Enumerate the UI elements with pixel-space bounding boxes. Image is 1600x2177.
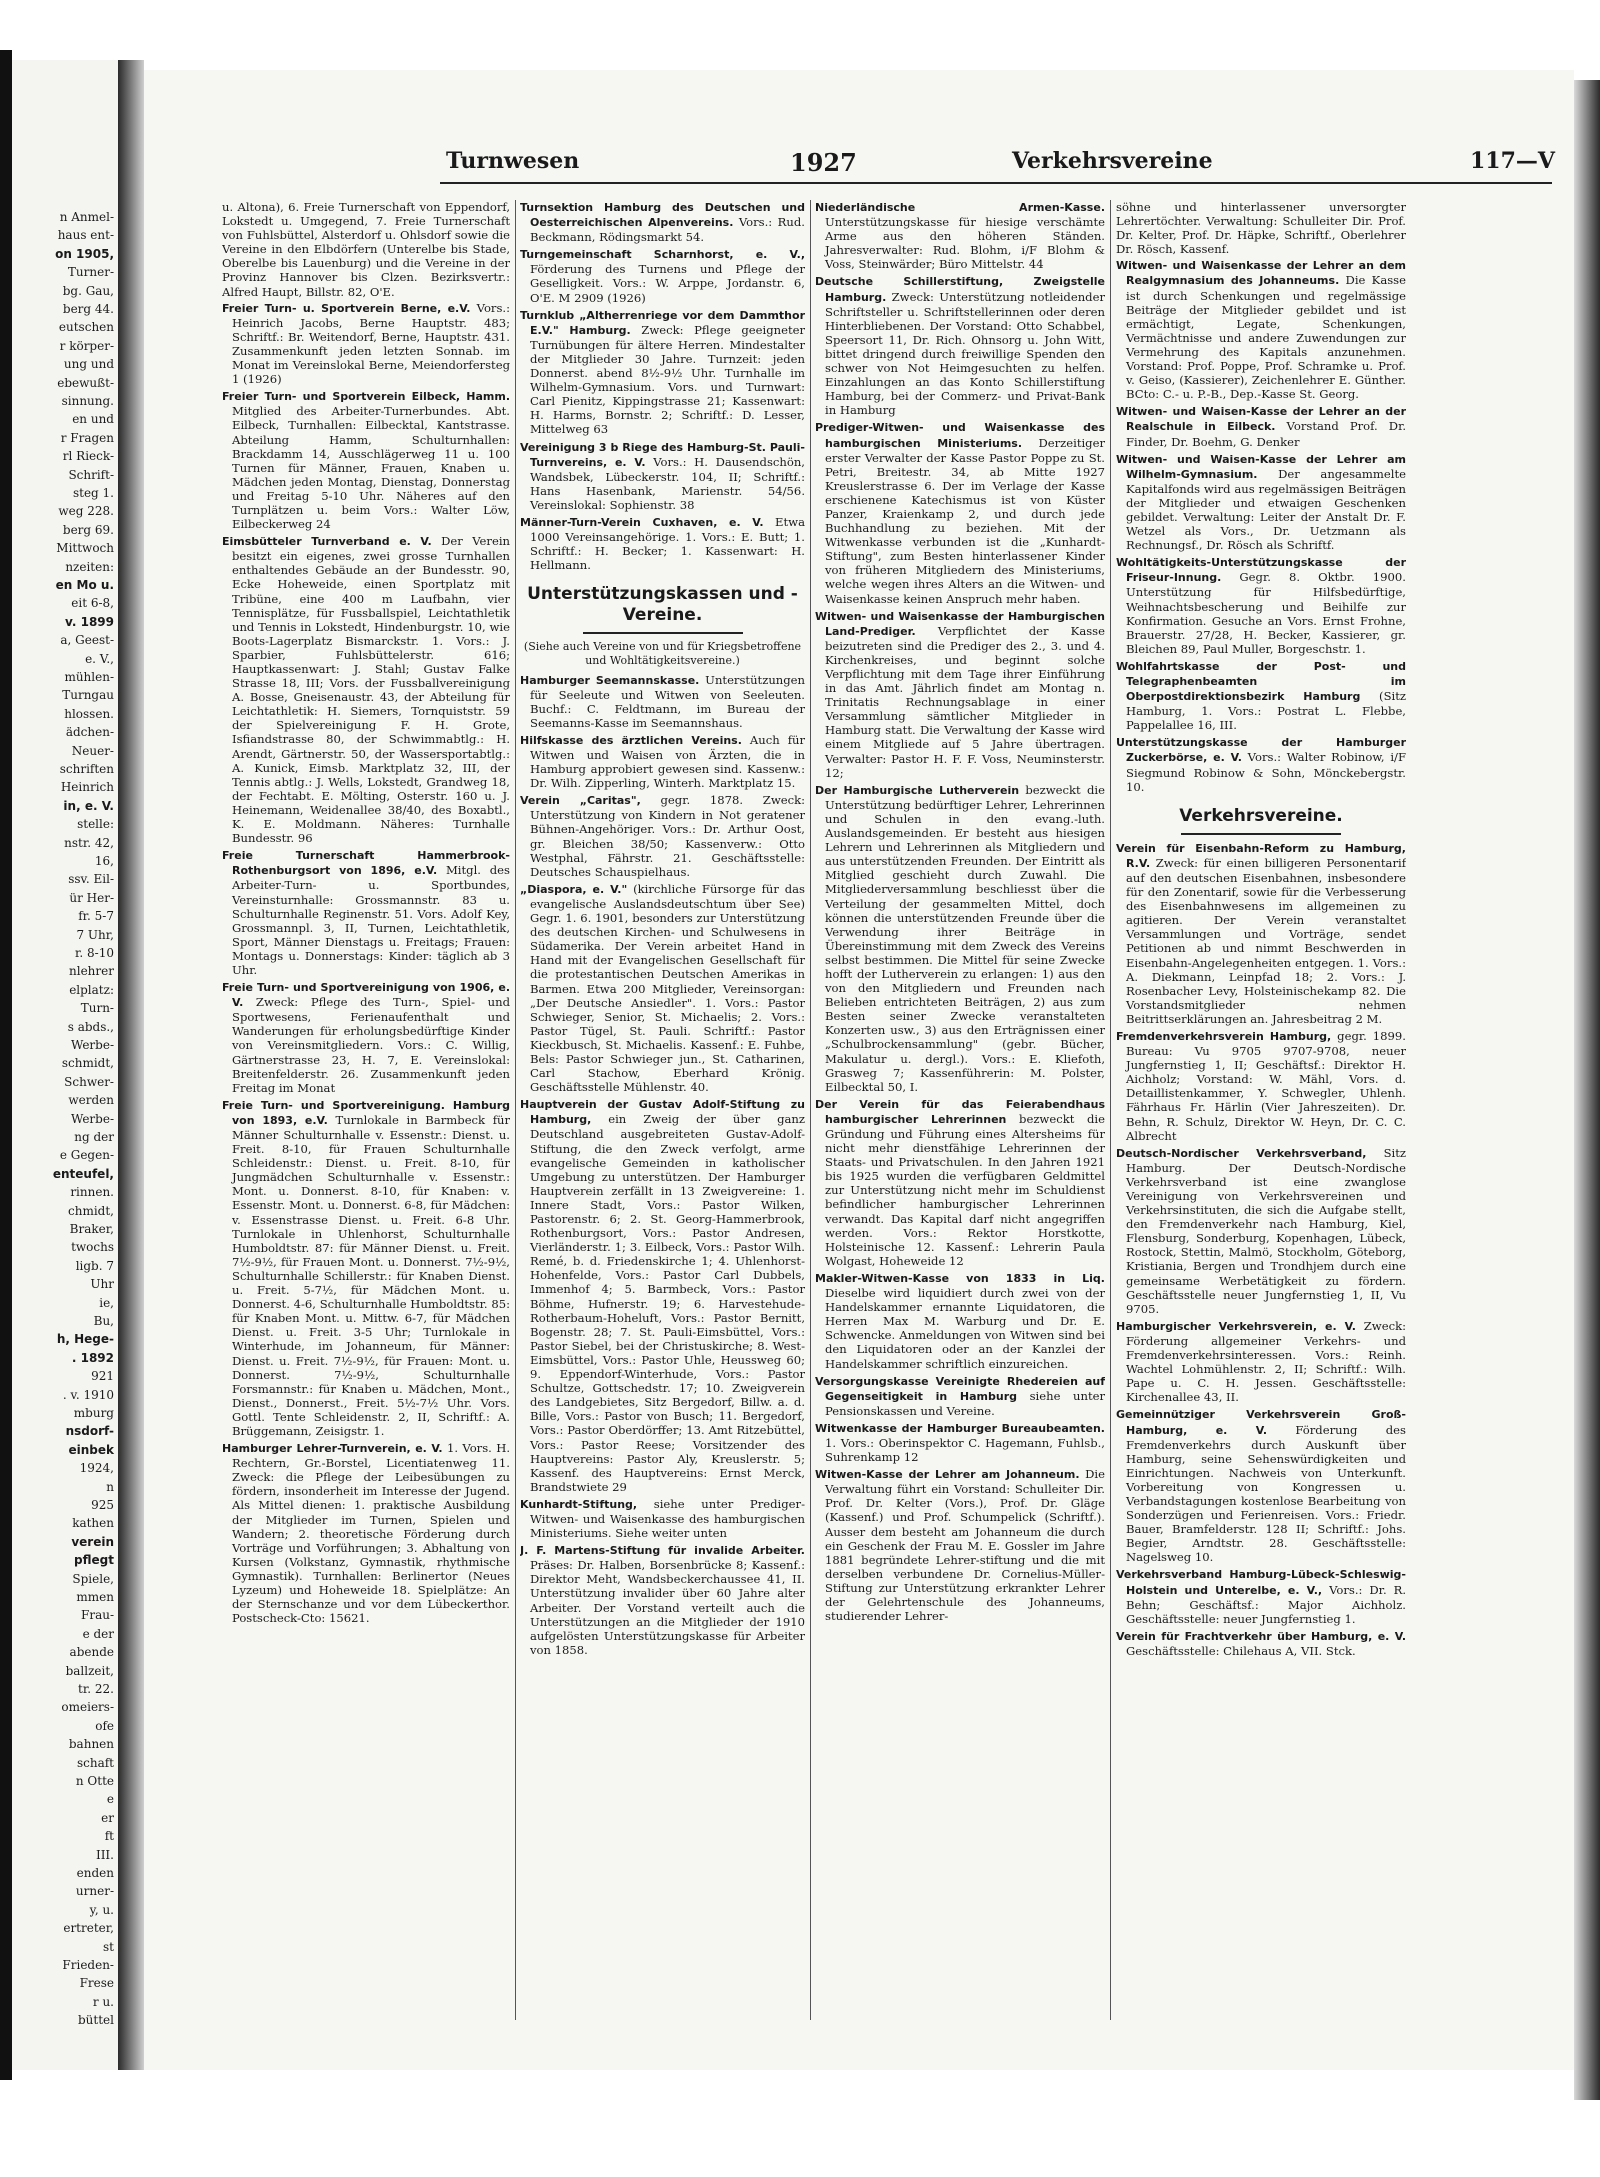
- margin-fragment: Braker,: [69, 1222, 114, 1236]
- margin-fragment: n Otte: [75, 1774, 114, 1788]
- entry-name: Turnklub „Altherrenriege vor dem Dammthor E.V." Hamburg.: [520, 308, 805, 337]
- entry-text: 1. Vors.: Oberinspektor C. Hagemann, Fuhlsb., Suhrenkamp 12: [825, 1435, 1105, 1465]
- margin-fragment: y, u.: [89, 1902, 114, 1917]
- margin-fragment: nstr. 42,: [64, 835, 114, 850]
- margin-fragment: berg 69.: [62, 522, 114, 537]
- margin-fragment: steg 1.: [72, 486, 114, 500]
- directory-entry: [222, 200, 510, 299]
- column-rule: [1110, 200, 1111, 2020]
- entry-text: Derzeitiger erster Verwalter der Kasse Pastor Poppe zu St. Petri, Breitestr. 34, ab Mitte 1927 Kreuslerstrasse 6. Der im Verlage der Kasse erschienene Katechismus ist von Küster Panzer, Kraienkamp 2, und durch jede Buchhandlung zu beziehen. Mit der Witwenkasse verbunden ist die „Kunhardt-Stiftung", zum Besten hinterlassener Kinder von früheren Mitgliedern des Ministeriums, welche wegen ihres Alters an die Witwen- und Waisenkasse keinen Anspruch mehr haben.: [825, 435, 1105, 606]
- margin-fragment: berg 44.: [62, 302, 114, 316]
- entry-text: (kirchliche Fürsorge für das evangelische Auslandsdeutschtum über See) Gegr. 1. 6. 1901, besonders zur Unterstützung des deutschen Kirchen- und Schulwesens in Südamerika. Der Verein arbeitet Hand in Hand mit der Evangelischen Gesellschaft für die protestantischen Deutschen Amerikas in Barmen. Etwa 200 Mitglieder, Vereinsorgan: „Der Deutsche Ansiedler". 1. Vors.: Pastor Schwieger, Senior, St. Michaelis; 2. Vors.: Pastor Tügel, St. Pauli. Schriftf.: Pastor Kieckbusch, St. Michaelis. Kassenf.: E. Fuhbe, Bels: Pastor Schwieger jun., St. Catharinen, Carl Stachow, Eberhard Krönig. Geschäftsstelle Mühlenstr. 40.: [530, 881, 805, 1095]
- margin-fragment: a, Geest-: [60, 633, 114, 648]
- entry-text: Vorstand Prof. Dr. Finder, Dr. Boehm, G. Denker: [1126, 419, 1406, 449]
- margin-fragment: in, e. V.: [63, 798, 114, 813]
- entry-name: Freie Turn- und Sportvereinigung. Hamburg von 1893, e.V.: [222, 1098, 510, 1127]
- margin-fragment: Bu,: [93, 1314, 114, 1328]
- margin-fragment: en und: [72, 412, 114, 427]
- entry-name: Fremdenverkehrsverein Hamburg,: [1116, 1029, 1332, 1043]
- directory-entry: [520, 247, 805, 304]
- margin-fragment: s abds.,: [67, 1019, 114, 1034]
- margin-fragment: Uhr: [90, 1277, 114, 1292]
- entry-name: Makler-Witwen-Kasse von 1833 in Liq.: [815, 1271, 1105, 1285]
- margin-fragment: schmidt,: [61, 1056, 114, 1071]
- entry-text: Turnlokale in Barmbeck für Männer Schulturnhalle v. Essenstr.: Dienst. u. Freit. 8-10, für Frauen Schulturnhalle Schleidenstr.: Dienst. u. Freit. 8-10, für Jungmädchen Schulturnhalle v. Essenstr.: Mont. u. Donnerst. 8-10, für Knaben: v. Essenstr. Mont. u. Donnerst. 6-8, für Mädchen: v. Essenstrasse Dienst. u. Freit. 6-8 Uhr. Turnlokale in Uhlenhorst, Schulturnhalle Humboldtstr. 87: für Männer Dienst. u. Freit. 7½-9½, für Frauen Mont. u. Donnerst. 7½-9½, Schulturnhalle Schillerstr.: für Knaben Dienst. u. Freit. 5-7½, für Mädchen Mont. u. Donnerst. 4-6, Schulturnhalle Humboldtstr. 85: für Knaben Mont. u. Mittw. 6-7, für Mädchen Dienst. u. Freit. 3-5 Uhr; Turnlokale in Winterhude, im Johanneum, für Männer: Dienst. u. Freit. 7½-9½, für Frauen: Mont. u. Donnerst. 7½-9½, Schulturnhalle Forsmannstr.: für Knaben u. Mädchen, Mont., Dienst., Donnerst., Freit. 5½-7½ Uhr. Vors. Gottl. Tente Schleidenstr. 2, II, Schriftf.: A. Brüggemann, Zeisigstr. 1.: [232, 1112, 510, 1438]
- column-3: [815, 200, 1105, 1980]
- margin-fragment: Neuer-: [71, 743, 114, 758]
- margin-fragment: eutschen: [58, 320, 114, 335]
- margin-fragment: Werbe-: [70, 1038, 114, 1052]
- entry-name: Deutsch-Nordischer Verkehrsverband,: [1116, 1146, 1367, 1160]
- entry-name: Verkehrsverband Hamburg-Lübeck-Schleswig-Holstein und Unterelbe, e. V.,: [1116, 1568, 1406, 1597]
- book-gutter: [118, 60, 144, 2070]
- entry-name: Freier Turn- u. Sportverein Berne, e.V.: [222, 301, 471, 315]
- entry-text: Vors.: Dr. R. Behn; Geschäftsf.: Major Aichholz. Geschäftsstelle: neuer Jungfernstieg 1.: [1126, 1582, 1406, 1626]
- entry-name: Gemeinnütziger Verkehrsverein Groß-Hamburg, e. V.: [1116, 1408, 1406, 1437]
- margin-fragment: kathen: [72, 1516, 114, 1531]
- entry-name: Turnsektion Hamburg des Deutschen und Oesterreichischen Alpenvereins.: [520, 201, 805, 230]
- directory-entry: [222, 980, 510, 1095]
- margin-fragment: sinnung.: [61, 394, 114, 408]
- directory-entry: [1116, 735, 1406, 793]
- directory-entry: [520, 673, 805, 730]
- margin-fragment: n: [106, 1479, 114, 1494]
- running-head-left: Turnwesen: [446, 148, 580, 174]
- margin-fragment: büttel: [78, 2013, 114, 2028]
- directory-entry: [815, 1374, 1105, 1418]
- scan-border-right: [1574, 80, 1600, 2100]
- margin-fragment: III.: [95, 1847, 114, 1862]
- entry-text: Förderung des Turnens und Pflege der Geselligkeit. Vors.: W. Arppe, Jordanstr. 6, O'E. M 2909 (1926): [530, 262, 805, 305]
- directory-entry: [1116, 841, 1406, 1026]
- margin-fragment: fr. 5-7: [78, 909, 114, 924]
- entry-text: Förderung des Fremdenverkehrs durch Auskunft über Hamburg, seine Sehenswürdigkeiten und Einrichtungen. Nachweis von Unterkunft. Vorbereitung von Kongressen u. Verbandstagungen kostenlose Bearbeitung von Sonderzügen und Ferienreisen. Vors.: Friedr. Bauer, Bramfelderstr. 128 II; Schriftf.: Johs. Begier, Arndtstr. 28. Geschäftsstelle: Nagelsweg 10.: [1126, 1422, 1406, 1565]
- entry-name: Prediger-Witwen- und Waisenkasse des hamburgischen Ministeriums.: [815, 421, 1105, 450]
- margin-fragment: Turngau: [62, 688, 114, 703]
- directory-entry: [1116, 555, 1406, 656]
- margin-fragment: weg 228.: [58, 504, 114, 519]
- entry-name: Hamburgischer Verkehrsverein, e. V.: [1116, 1319, 1356, 1333]
- entry-name: Hilfskasse des ärztlichen Vereins.: [520, 733, 742, 747]
- directory-entry: [1116, 404, 1406, 448]
- directory-entry: [815, 1421, 1105, 1464]
- margin-fragment: ballzeit,: [65, 1663, 114, 1678]
- margin-fragment: er: [101, 1810, 114, 1825]
- margin-fragment: . 1892: [71, 1350, 114, 1365]
- margin-fragment: nzeiten:: [65, 559, 114, 574]
- directory-entry: [222, 534, 510, 845]
- margin-fragment: ebewußt-: [57, 375, 114, 390]
- entry-name: Der Hamburgische Lutherverein: [815, 783, 1020, 797]
- margin-fragment: Spiele,: [72, 1571, 114, 1586]
- directory-entry: [1116, 258, 1406, 401]
- margin-fragment: Turn-: [80, 1001, 114, 1016]
- margin-fragment: werden: [68, 1093, 114, 1108]
- margin-fragment: Frese: [79, 1976, 114, 1991]
- directory-entry: [520, 793, 805, 879]
- margin-fragment: omeiers-: [61, 1700, 114, 1715]
- directory-entry: [815, 1097, 1105, 1268]
- directory-entry: [815, 200, 1105, 271]
- column-4: [1116, 200, 1406, 1980]
- margin-fragment: r körper-: [59, 338, 114, 353]
- column-2: [520, 200, 805, 1980]
- entry-name: Hamburger Seemannskasse.: [520, 673, 700, 687]
- entry-text: Der Verein besitzt ein eigenes, zwei grosse Turnhallen enthaltendes Gebäude an der Bundesstr. 90, Ecke Hoheweide, einen Sportplatz mit Tribüne, eine 400 m Laufbahn, vier Tennisplätze, für Fussballspiel, Leichtathletik und Tennis in Lokstedt, Hindenburgstr. 10, wie Boots-Lagerplatz Bismarckstr. 1. Vors.: J. Sparbier, Fuhlsbüttelerstr. 616; Hauptkassenwart: J. Stahl; Gustav Falke Strasse 18, III; Vors. der Fussballvereinigung A. Bosse, Gneisenaustr. 43, der Abteilung für Leichtathletik: H. Siemers, Tornquiststr. 59 der Spielvereinigung F. H. Grote, Isfiandstrasse 80, der Schwimmabtlg.: H. Arendt, Gärtnerstr. 50, der Wassersportabtlg.: A. Kunick, Eimsb. Marktplatz 32, III, der Tennis abtlg.: J. Wells, Lokstedt, Grandweg 18, der Fechtabt. E. Mölting, Osterstr. 160 u. J. Heinemann, Weidenallee 38/40, des Boxabtl., K. E. Moldmann. Näheres: Turnhalle Bundesstr. 96: [232, 534, 510, 846]
- entry-text: Mitglied des Arbeiter-Turnerbundes. Abt. Eilbeck, Turnhallen: Eilbecktal, Kantstrasse. Abteilung Hamm, Schulturnhallen: Brackdamm 14, Ausschlägerweg 11 u. 100 Turnen für Männer, Frauen, Knaben u. Mädchen jeden Montag, Dienstag, Donnerstag und Freitag 5-10 Uhr. Näheres auf den Turnplätzen u. beim Vors.: Walter Löw, Eilbeckerweg 24: [232, 404, 510, 532]
- entry-text: Vors.: H. Dausendschön, Wandsbek, Lübeckerstr. 104, II; Schriftf.: Hans Hasenbank, Marienstr. 54/56. Vereinslokal: Sophienstr. 38: [530, 454, 805, 512]
- entry-text: Auch für Witwen und Waisen von Ärzten, die in Hamburg approbiert gewesen sind. Kassenw.: Dr. Wilh. Zipperling, Winterh. Marktplatz 15.: [530, 732, 805, 791]
- margin-fragment: 925: [91, 1498, 114, 1512]
- entry-name: Hamburger Lehrer-Turnverein, e. V.: [222, 1442, 443, 1456]
- margin-fragment: hlossen.: [64, 706, 114, 721]
- margin-fragment: nlehrer: [69, 964, 114, 979]
- margin-fragment: mmen: [76, 1590, 114, 1604]
- margin-fragment: e: [106, 1792, 114, 1807]
- margin-fragment: e Gegen-: [59, 1148, 114, 1163]
- margin-fragment: Frau-: [81, 1608, 114, 1623]
- entry-text: bezweckt die Unterstützung bedürftiger Lehrer, Lehrerinnen und Schulen in den evang.-luth. Auslandsgemeinden. Er besteht aus hiesigen Lehrern und Lehrerinnen als Mitgliedern und aus unterstützenden Freunden. Der Eintritt als Mitglied geschieht durch Zuwahl. Die Mitgliederversammlung beschliesst über die Verteilung der gesammelten Mittel, doch können die unterstützenden Freunde über die Verwendung ihrer Beiträge in Übereinstimmung mit dem Zweck des Vereins selbst bestimmen. Die Mittel für seine Zwecke hofft der Lutherverein zu erlangen: 1) aus den von den Mitgliedern und Freunden nach Belieben entrichteten Beiträgen, 2) aus zum Besten seiner Zwecke veranstalteten Konzerten usw., 3) aus den Erträgnissen einer „Schulbrockensammlung" (gebr. Bücher, Makulatur u. dergl.). Vors.: E. Kliefoth, Grasweg 7; Kassenführerin: M. Polster, Eilbecktal 50, I.: [825, 782, 1105, 1094]
- entry-name: Witwen- und Waisenkasse der Lehrer an dem Realgymnasium des Johanneums.: [1116, 259, 1406, 288]
- directory-entry: [815, 783, 1105, 1094]
- margin-fragment: elplatz:: [69, 982, 114, 997]
- entry-text: Die Verwaltung führt ein Vorstand: Schulleiter Dir. Prof. Dr. Kelter (Vors.), Prof. Dr. Gläge (Kassenf.) und Prof. Schumpelick (Schriftf.). Ausser dem besteht am Johanneum die durch ein Geschenk der Frau M. E. Gossler im Jahre 1881 begründete Lehrer-stiftung und die mit derselben verbundene Dr. Cornelius-Müller-Stiftung zur Unterstützung erkrankter Lehrer der Gelehrtenschule des Johanneums, studierender Lehrer-: [825, 1467, 1105, 1624]
- margin-fragment: v. 1899: [65, 614, 114, 629]
- margin-fragment: Turner-: [67, 265, 114, 280]
- entry-text: Die Kasse ist durch Schenkungen und regelmässige Beiträge der Mitglieder gebildet und ist ermächtigt, Legate, Schenkungen, Vermächtnisse und andere Zuwendungen zur Vermehrung des Kapitals anzunehmen. Vorstand: Prof. Poppe, Prof. Schramke u. Prof. v. Geiso, (Kassierer), Zeichenlehrer E. Günther. BCto: C.- u. P.-B., Dep.-Kasse St. Georg.: [1126, 273, 1406, 402]
- margin-fragment: verein: [71, 1534, 114, 1549]
- margin-fragment: ng der: [74, 1130, 114, 1144]
- directory-entry: [815, 274, 1105, 417]
- margin-fragment: 16,: [94, 854, 114, 868]
- entry-name: Vereinigung 3 b Riege des Hamburg-St. Pauli-Turnvereins, e. V.: [520, 440, 805, 469]
- entry-text: Vors.: Rud. Beckmann, Rödingsmarkt 54.: [530, 215, 805, 245]
- margin-fragment: rl Rieck-: [62, 449, 114, 464]
- directory-entry: [1116, 1029, 1406, 1143]
- entry-text: ein Zweig der über ganz Deutschland ausgebreiteten Gustav-Adolf-Stiftung, die den Zweck verfolgt, arme evangelische Gemeinden in katholischer Umgebung zu unterstützen. Der Hamburger Hauptverein zerfällt in 13 Zweigvereine: 1. Innere Stadt, Vors.: Pastor Wilken, Pastorenstr. 6; 2. St. Georg-Hammerbrook, Rothenburgsort, Vors.: Pastor Andresen, Vierländerstr. 1; 3. Eilbeck, Vors.: Pastor Wilh. Remé, b. d. Friedenskirche 1; 4. Uhlenhorst-Hohenfelde, Vors.: Pastor Carl Dubbels, Immenhof 4; 5. Barmbeck, Vors.: Pastor Böhme, Hufnerstr. 19; 6. Harvestehude-Rotherbaum-Hoheluft, Vors.: Pastor Bernitt, Bogenstr. 28; 7. St. Pauli-Eimsbüttel, Vors.: Pastor Siebel, bei der Christuskirche; 8. West-Eimsbüttel, Vors.: Pastor Uhle, Heussweg 60; 9. Eppendorf-Winterhude, Vors.: Pastor Schultze, Gottschedstr. 17; 10. Zweigverein des Landgebietes, Sitz Bergedorf, Billw. a. d. Bille, Vors.: Pastor von Busch; 11. Bergedorf, Vors.: Pastor Oberdörffer; 13. Amt Ritzebüttel, Vors.: Pastor Reese; Vorsitzender des Hauptvereins: Pastor Aly, Kreuslerstr. 5; Kassenf. des Hauptvereins: Ernst Merck, Brandstwiete 29: [530, 1112, 805, 1494]
- margin-fragment: ädchen-: [65, 725, 114, 740]
- margin-fragment: en Mo u.: [55, 578, 114, 592]
- directory-entry: [520, 1097, 805, 1494]
- directory-entry: [1116, 1146, 1406, 1316]
- entry-name: Hauptverein der Gustav Adolf-Stiftung zu Hamburg,: [520, 1098, 805, 1127]
- margin-fragment: urner-: [75, 1884, 114, 1899]
- margin-fragment: chmidt,: [68, 1203, 114, 1218]
- entry-name: Verein „Caritas",: [520, 794, 641, 808]
- margin-fragment: r. 8-10: [74, 946, 114, 960]
- directory-entry: [1116, 200, 1406, 256]
- margin-fragment: bg. Gau,: [62, 283, 114, 298]
- margin-fragment: Schwer-: [64, 1074, 114, 1089]
- entry-name: Turngemeinschaft Scharnhorst, e. V.,: [520, 248, 805, 262]
- margin-fragment: ssv. Eil-: [68, 872, 114, 887]
- directory-entry: [520, 200, 805, 244]
- entry-text: siehe unter Pensionskassen und Vereine.: [825, 1388, 1105, 1418]
- previous-page-margin-fragments: [12, 60, 118, 2070]
- margin-fragment: . v. 1910: [62, 1387, 114, 1402]
- section-rule: [583, 632, 743, 634]
- entry-name: Eimsbütteler Turnverband e. V.: [222, 535, 432, 549]
- entry-text: söhne und hinterlassener unversorgter Lehrertöchter. Verwaltung: Schulleiter Dir. Prof. Dr. Kelter, Prof. Dr. Häpke, Schriftf., Oberlehrer Dr. Rösch, Kassenf.: [1116, 200, 1406, 257]
- margin-fragment: einbek: [68, 1442, 114, 1457]
- margin-fragment: abende: [69, 1645, 114, 1660]
- directory-entry: [815, 609, 1105, 780]
- margin-fragment: r u.: [92, 1994, 114, 2009]
- entry-text: Sitz Hamburg. Der Deutsch-Nordische Verkehrsverband ist eine zwanglose Vereinigung von Verkehrsvereinen und Verkehrsinstituten, die sich die Aufgabe stellt, den Fremdenverkehr nach Hamburg, Kiel, Flensburg, Sonderburg, Kopenhagen, Lübeck, Rostock, Stettin, Malmö, Stockholm, Göteborg, Kristiania, Bergen und Trondhjem durch eine gemeinsame Werbetätigkeit zu fördern. Geschäftsstelle neuer Jungfernstieg 1, II, Vu 9705.: [1126, 1145, 1406, 1316]
- entry-text: siehe unter Prediger-Witwen- und Waisenkasse des hamburgischen Ministeriums. Siehe weiter unten: [530, 1496, 805, 1541]
- directory-entry: [520, 440, 805, 512]
- header-rule: [440, 182, 1552, 184]
- margin-fragment: Schrift-: [68, 467, 114, 482]
- entry-text: Unterstützungen für Seeleute und Witwen von Seeleuten. Buchf.: C. Feldtmann, im Bureau der Seemanns-Kasse im Seemannshaus.: [530, 672, 805, 730]
- margin-fragment: ertreter,: [63, 1921, 114, 1936]
- entry-name: Versorgungskasse Vereinigte Rhedereien auf Gegenseitigkeit in Hamburg: [815, 1374, 1105, 1403]
- margin-fragment: h, Hege-: [56, 1332, 114, 1347]
- margin-fragment: Heinrich: [60, 780, 114, 795]
- margin-fragment: ung und: [63, 357, 114, 372]
- entry-text: Gegr. 8. Oktbr. 1900. Unterstützung für Hilfsbedürftige, Weihnachtsbescherung und Beihilfe zur Konfirmation. Gesuche an Vors. Ernst Frohne, Brauerstr. 27/28, H. Becker, Kassierer, gr. Bleichen 89, Paul Muller, Borgeschstr. 1.: [1126, 570, 1406, 656]
- entry-name: Verein für Frachtverkehr über Hamburg, e. V.: [1116, 1629, 1406, 1643]
- entry-text: Vors.: Walter Robinow, i/F Siegmund Robinow & Sohn, Mönckebergstr. 10.: [1126, 750, 1406, 794]
- entry-name: Freie Turnerschaft Hammerbrook-Rothenburgsort von 1896, e.V.: [222, 849, 510, 878]
- entry-name: „Diaspora, e. V.": [520, 882, 628, 896]
- entry-text: Etwa 1000 Vereinsangehörige. 1. Vors.: E. Butt; 1. Schriftf.: H. Becker; 1. Kassenwart: H. Hellmann.: [530, 514, 805, 573]
- margin-fragment: 1924,: [79, 1461, 114, 1476]
- margin-fragment: 921: [91, 1369, 114, 1384]
- entry-text: gegr. 1899. Bureau: Vu 9705 9707-9708, neuer Jungfernstieg 1, II; Geschäftsf.: Direktor H. Aichholz; Vorstand: W. Mähl, Vors. d. Detaillistenkammer, Y. Schwegler, Uhlenh. Fährhaus Fr. Härlin (Vier Jahreszeiten). Dr. Behn, R. Schulz, Direktor W. Heyn, Dr. C. C. Albrecht: [1126, 1028, 1406, 1143]
- directory-entry: [1116, 452, 1406, 553]
- margin-fragment: nsdorf-: [65, 1424, 114, 1439]
- margin-fragment: mburg: [73, 1406, 114, 1420]
- entry-name: Kunhardt-Stiftung,: [520, 1497, 638, 1511]
- entry-text: Geschäftsstelle: Chilehaus A, VII. Stck.: [1126, 1643, 1356, 1658]
- section-note: (Siehe auch Vereine von und für Kriegsbetroffene und Wohltätigkeitsvereine.): [523, 640, 802, 668]
- entry-name: Männer-Turn-Verein Cuxhaven, e. V.: [520, 515, 764, 529]
- column-1: [222, 200, 510, 1980]
- directory-entry: [520, 733, 805, 790]
- entry-text: Verpflichtet der Kasse beizutreten sind die Prediger des 2., 3. und 4. Kirchenkreises, und beginnt solche Verpflichtung mit dem Tage ihrer Einführung in das Amt. Jährlich findet am Montag n. Trinitatis Rechnungsablage in einer Versammlung sämtlicher Mitglieder in Hamburg statt. Die Verwaltung der Kasse wird einem Mitgliede auf 5 Jahre übertragen. Verwalter: Pastor H. F. F. Voss, Neuminsterstr. 12;: [825, 623, 1105, 780]
- margin-fragment: pflegt: [74, 1553, 114, 1568]
- page-number: 117—V: [1470, 148, 1555, 174]
- running-head-right: Verkehrsvereine: [1012, 148, 1213, 174]
- margin-fragment: ft: [104, 1829, 114, 1844]
- entry-name: Witwen- und Waisen-Kasse der Lehrer an der Realschule in Eilbeck.: [1116, 405, 1406, 434]
- entry-text: Vors.: Heinrich Jacobs, Berne Hauptstr. 483; Schriftf.: Br. Weitendorf, Berne, Hauptstr. 431. Zusammenkunft jeden letzten Sonnab. im Monat im Vereinslokal Berne, Meiendorfersteg 1 (1926): [232, 300, 510, 387]
- entry-text: Der angesammelte Kapitalfonds wird aus regelmässigen Beiträgen der Mitglieder und etwaigen Geschenken gebildet. Verwaltung: Leiter der Anstalt Dr. F. Wetzel als Vors., Dr. Uetzmann als Rechnungsf., Dr. Rösch als Schriftf.: [1126, 466, 1406, 553]
- entry-text: Zweck: Pflege des Turn-, Spiel- und Sportwesens, Ferienaufenthalt und Wanderungen für erholungsbedürftige Kinder von Vereinsmitgliedern. Vors.: C. Willig, Gärtnerstrasse 23, H. 7, E. Vereinslokal: Breitenfelderstr. 26. Zusammenkunft jeden Freitag im Monat: [232, 995, 510, 1095]
- entry-name: Verein für Eisenbahn-Reform zu Hamburg, R.V.: [1116, 841, 1406, 870]
- margin-fragment: r Fragen: [60, 430, 114, 445]
- margin-fragment: on 1905,: [55, 246, 114, 261]
- margin-fragment: schriften: [59, 762, 114, 776]
- directory-entry: [520, 308, 805, 437]
- entry-text: u. Altona), 6. Freie Turnerschaft von Eppendorf, Lokstedt u. Umgegend, 7. Freie Turnerschaft von Fuhlsbüttel, Alsterdorf u. Ohlsdorf sowie die Vereine in den Elbdörfern (Unterelbe bis Stade, Oberelbe bis Lauenburg) und die Vereine in der Provinz Hannover bis Clzen. Bezirksvertr.: Alfred Haupt, Billstr. 82, O'E.: [222, 200, 510, 299]
- margin-fragment: enteufel,: [52, 1166, 114, 1181]
- directory-entry: [1116, 1629, 1406, 1658]
- entry-name: Witwen-Kasse der Lehrer am Johanneum.: [815, 1468, 1080, 1482]
- entry-name: Wohlfahrtskasse der Post- und Telegraphenbeamten im Oberpostdirektionsbezirk Hamburg: [1116, 659, 1406, 704]
- section-heading: Verkehrsvereine.: [1179, 805, 1343, 826]
- margin-fragment: 7 Uhr,: [76, 927, 114, 942]
- margin-fragment: e. V.,: [85, 651, 114, 666]
- directory-entry: [222, 389, 510, 531]
- margin-fragment: tr. 22.: [78, 1682, 114, 1696]
- entry-name: Niederländische Armen-Kasse.: [815, 201, 1105, 214]
- column-rule: [515, 200, 516, 2020]
- entry-name: Wohltätigkeits-Unterstützungskasse der Friseur-Innung.: [1116, 556, 1406, 585]
- margin-fragment: enden: [76, 1866, 114, 1880]
- section-heading: Unterstützungskassen und -Vereine.: [527, 584, 798, 626]
- margin-fragment: haus ent-: [57, 228, 114, 243]
- margin-fragment: n Anmel-: [59, 210, 114, 224]
- entry-name: Deutsche Schillerstiftung, Zweigstelle Hamburg.: [815, 275, 1105, 304]
- margin-fragment: ie,: [99, 1295, 114, 1310]
- entry-name: Witwen- und Waisenkasse der Hamburgischen Land-Prediger.: [815, 609, 1105, 638]
- entry-text: Zweck: für einen billigeren Personentarif auf den deutschen Eisenbahnen, insbesondere für den Zonentarif, sowie für die Verbesserung des Eisenbahnwesens im allgemeinen zu agitieren. Der Verein veranstaltet Versammlungen und Vorträge, sendet Petitionen ab und nimmt Beschwerden in Eisenbahn-Angelegenheiten entgegen. 1. Vors.: A. Diekmann, Leinpfad 18; 2. Vors.: J. Rosenbacher Levy, Holsteinischekamp 82. Die Vorstandsmitglieder nehmen Beitrittserklärungen an. Jahresbeitrag 2 M.: [1126, 855, 1406, 1026]
- entry-text: Unterstützungskasse für hiesige verschämte Arme aus den höheren Ständen. Jahresverwalter: Rud. Blohm, i/F Blohm & Voss, Steinwärder; Büro Mittelstr. 44: [825, 215, 1105, 272]
- directory-entry: [222, 301, 510, 387]
- margin-fragment: ligb. 7: [75, 1258, 114, 1273]
- directory-entry: [222, 848, 510, 977]
- directory-entry: [520, 1543, 805, 1657]
- directory-entry: [520, 882, 805, 1094]
- directory-entry: [815, 1467, 1105, 1623]
- margin-fragment: eit 6-8,: [71, 596, 114, 611]
- section-rule: [1181, 833, 1341, 835]
- directory-entry: [815, 420, 1105, 605]
- directory-entry: [222, 1098, 510, 1438]
- directory-entry: [1116, 1407, 1406, 1564]
- directory-entry: [222, 1441, 510, 1625]
- entry-name: Witwenkasse der Hamburger Bureaubeamten.: [815, 1421, 1105, 1435]
- margin-fragment: stelle:: [77, 817, 114, 832]
- directory-entry: [815, 1271, 1105, 1371]
- entry-text: gegr. 1878. Zweck: Unterstützung von Kindern in Not geratener Bühnen-Angehöriger. Vors.: Dr. Arthur Oost, gr. Bleichen 38/50; Kassenverw.: Otto Westphal, Fährstr. 21. Geschäftsstelle: Deutsches Schauspielhaus.: [530, 793, 805, 879]
- entry-name: Witwen- und Waisen-Kasse der Lehrer am Wilhelm-Gymnasium.: [1116, 452, 1406, 481]
- directory-entry: [520, 515, 805, 572]
- margin-fragment: Frieden-: [62, 1958, 114, 1972]
- directory-entry: [1116, 1567, 1406, 1625]
- margin-fragment: twochs: [71, 1240, 114, 1255]
- margin-fragment: e der: [82, 1626, 114, 1641]
- margin-fragment: ofe: [95, 1718, 114, 1733]
- entry-name: Unterstützungskasse der Hamburger Zuckerbörse, e. V.: [1116, 736, 1406, 765]
- entry-text: Zweck: Unterstützung notleidender Schriftsteller u. Schriftstellerinnen oder deren Hinterbliebenen. Der Vorstand: Otto Schabbel, Speersort 11, Dr. Rich. Ohnsorg u. John Witt, bittet dringend durch freiwillige Spenden den schwer von Not Heimgesuchten zu helfen. Einzahlungen an das Konto Schillerstiftung Hamburg, bei der Commerz- und Privat-Bank in Hamburg: [825, 289, 1105, 418]
- margin-fragment: ür Her-: [69, 890, 114, 905]
- entry-text: Zweck: Pflege geeigneter Turnübungen für ältere Herren. Mindestalter der Mitglieder 30 Jahre. Turnzeit: jeden Donnerst. abend 8½-9½ Uhr. Turnhalle im Wilhelm-Gymnasium. Vors. und Turnwart: Carl Pienitz, Kippingstrasse 21; Kassenwart: H. Harms, Bornstr. 2; Schriftf.: D. Lesser, Mittelweg 63: [530, 322, 805, 437]
- margin-fragment: bahnen: [68, 1737, 114, 1752]
- running-head-year: 1927: [790, 148, 857, 177]
- margin-fragment: Mittwoch: [56, 541, 114, 556]
- margin-fragment: Werbe-: [70, 1111, 114, 1126]
- directory-entry: [1116, 1319, 1406, 1405]
- margin-fragment: mühlen-: [64, 670, 114, 684]
- entry-text: Zweck: Förderung allgemeiner Verkehrs- und Fremdenverkehrsinteressen. Vors.: Reinh. Wachtel Lohmühlenstr. 2, II; Schriftf.: Wilh. Pape u. C. H. Jessen. Geschäftsstelle: Kirchenallee 43, II.: [1126, 1318, 1406, 1405]
- margin-fragment: st: [103, 1939, 114, 1954]
- entry-name: J. F. Martens-Stiftung für invalide Arbeiter.: [520, 1544, 805, 1558]
- entry-text: Dieselbe wird liquidiert durch zwei von der Handelskammer ernannte Liquidatoren, die Herren Max M. Warburg und Dr. E. Schwencke. Anmeldungen von Witwen sind bei den Liquidatoren oder an der Kanzlei der Handelskammer schriftlich einzureichen.: [825, 1286, 1105, 1371]
- entry-name: Freie Turn- und Sportvereinigung von 1906, e. V.: [222, 981, 510, 1010]
- margin-fragment: rinnen.: [70, 1185, 114, 1200]
- entry-name: Freier Turn- und Sportverein Eilbeck, Hamm.: [222, 390, 510, 404]
- directory-entry: [520, 1497, 805, 1540]
- column-rule: [810, 200, 811, 2020]
- entry-name: Der Verein für das Feierabendhaus hamburgischer Lehrerinnen: [815, 1097, 1105, 1126]
- directory-entry: [1116, 659, 1406, 732]
- entry-text: Präses: Dr. Halben, Borsenbrücke 8; Kassenf.: Direktor Meht, Wandsbeckerchaussee 41, II. Unterstützung invalider über 60 Jahre alter Arbeiter. Der Vorstand verteilt auch die Unterstützungen an die Mitglieder der 1910 aufgelösten Unterstützungskasse für Arbeiter von 1858.: [530, 1558, 805, 1657]
- margin-fragment: schaft: [76, 1755, 114, 1770]
- entry-text: (Sitz Hamburg, 1. Vors.: Postrat L. Flebbe, Pappelallee 16, III.: [1126, 689, 1406, 733]
- entry-text: Mitgl. des Arbeiter-Turn- u. Sportbundes, Vereinsturnhalle: Grossmannstr. 83 u. Schulturnhalle Reginenstr. 51. Vors. Adolf Key, Grossmannpl. 3, II, Turnen, Leichtathletik, Sport, Männer Dienstags u. Freitags; Frauen: Montags u. Donnerstags: Kinder: täglich ab 3 Uhr.: [232, 863, 510, 977]
- entry-text: 1. Vors. H. Rechtern, Gr.-Borstel, Licentiatenweg 11. Zweck: die Pflege der Leibesübungen zu fördern, insonderheit im Interesse der Jugend. Als Mittel dienen: 1. praktische Ausbildung der Mitglieder im Turnen, Spielen und Wandern; 2. theoretische Förderung durch Vorträge und Vorführungen; 3. Abhaltung von Kursen (Volkstanz, Gymnastik, rhythmische Gymnastik). Turnhallen: Berlinertor (Neues Lyzeum) und Hoheweide 18. Spielplätze: An der Sternschanze und vor dem Lübeckerthor. Postscheck-Cto: 15621.: [232, 1441, 510, 1626]
- scan-border-left: [0, 50, 12, 2080]
- entry-text: bezweckt die Gründung und Führung eines Altersheims für nicht mehr dienstfähige Lehrerinnen der Staats- und Privatschulen. In den Jahren 1921 bis 1925 wurden die verfügbaren Geldmittel zur Unterstützung nicht mehr im Schuldienst befindlicher hamburgischer Lehrerinnen verwandt. Das Kapital darf nicht angegriffen werden. Vors.: Rektor Horstkotte, Holsteinische 12. Kassenf.: Lehrerin Paula Wolgast, Hoheweide 12: [825, 1111, 1105, 1268]
